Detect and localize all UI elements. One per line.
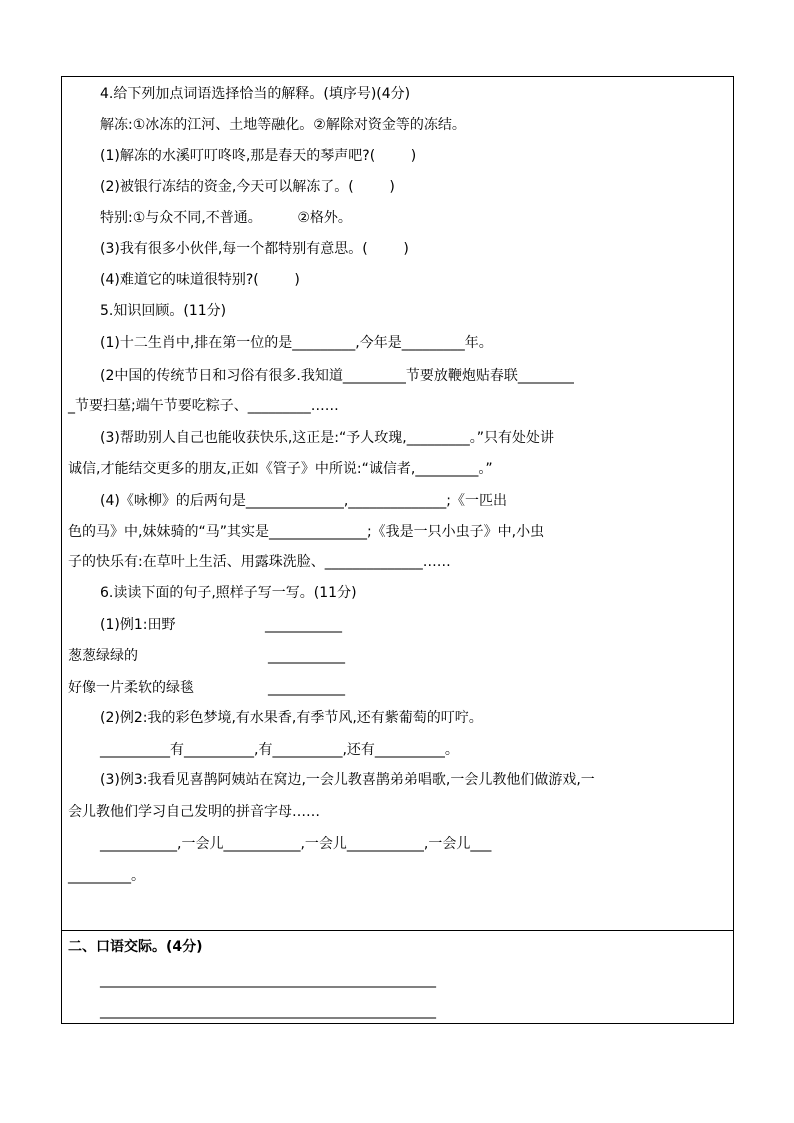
q5-item-4-line3: 子的快乐有:在草叶上生活、用露珠洗脸、______________…… xyxy=(68,554,451,570)
oral-answer-line-1: ________________________________________________ xyxy=(100,972,436,988)
q5-item-2-line2: _节要扫墓;端午节要吃粽子、_________…… xyxy=(68,398,339,414)
q4-title: 4.给下列加点词语选择恰当的解释。(填序号)(4分) xyxy=(100,86,411,102)
q5-title: 5.知识回顾。(11分) xyxy=(100,303,227,319)
q6-example-3-fill-1: ___________,一会儿___________,一会儿___________,一会儿___ xyxy=(100,836,492,852)
q4-item-4: (4)难道它的味道很特别?( ) xyxy=(100,272,300,288)
q6-example-1-label: (1)例1:田野 xyxy=(100,617,176,633)
q6-example-1-line3: 好像一片柔软的绿毯 xyxy=(68,680,194,696)
q4-definition-tebie: 特别:①与众不同,不普通。 ②格外。 xyxy=(100,210,352,226)
q4-item-2: (2)被银行冻结的资金,今天可以解冻了。( ) xyxy=(100,179,395,195)
q6-example-2-fill: __________有__________,有__________,还有__________。 xyxy=(100,742,459,758)
q4-item-3: (3)我有很多小伙伴,每一个都特别有意思。( ) xyxy=(100,241,409,257)
q6-example-1-blank-1: ___________ xyxy=(265,617,342,633)
q5-item-3-line2: 诚信,才能结交更多的朋友,正如《管子》中所说:“诚信者,_________。” xyxy=(68,461,493,477)
q5-item-3-line1: (3)帮助别人自己也能收获快乐,这正是:“予人玫瑰,_________。”只有处处讲 xyxy=(100,430,554,446)
q6-title: 6.读读下面的句子,照样子写一写。(11分) xyxy=(100,585,357,601)
q5-item-1: (1)十二生肖中,排在第一位的是_________,今年是_________年。 xyxy=(100,335,493,351)
q4-definition-jiedong: 解冻:①冰冻的江河、土地等融化。②解除对资金等的冻结。 xyxy=(100,117,466,133)
q6-example-1-blank-2: ___________ xyxy=(268,648,345,664)
q6-example-1-blank-3: ___________ xyxy=(268,680,345,696)
q6-example-3-fill-2: _________。 xyxy=(68,868,145,884)
q6-example-3-line1: (3)例3:我看见喜鹊阿姨站在窝边,一会儿教喜鹊弟弟唱歌,一会儿教他们做游戏,一 xyxy=(100,772,595,788)
q6-example-3-line2: 会儿教他们学习自己发明的拼音字母…… xyxy=(68,804,320,820)
q6-example-1-line2: 葱葱绿绿的 xyxy=(68,648,138,664)
q4-item-1: (1)解冻的水溪叮叮咚咚,那是春天的琴声吧?( ) xyxy=(100,148,417,164)
oral-answer-line-2: ________________________________________________ xyxy=(100,1003,436,1019)
q5-item-4-line2: 色的马》中,妹妹骑的“马”其实是______________;《我是一只小虫子》中,小虫 xyxy=(68,524,545,540)
q5-item-2-line1: (2中国的传统节日和习俗有很多.我知道_________节要放鞭炮贴春联________ xyxy=(100,368,574,384)
q6-example-2: (2)例2:我的彩色梦境,有水果香,有季节风,还有紫葡萄的叮咛。 xyxy=(100,710,483,726)
q5-item-4-line1: (4)《咏柳》的后两句是______________,______________;《一匹出 xyxy=(100,493,507,509)
oral-section-title: 二、口语交际。(4分) xyxy=(68,939,203,955)
